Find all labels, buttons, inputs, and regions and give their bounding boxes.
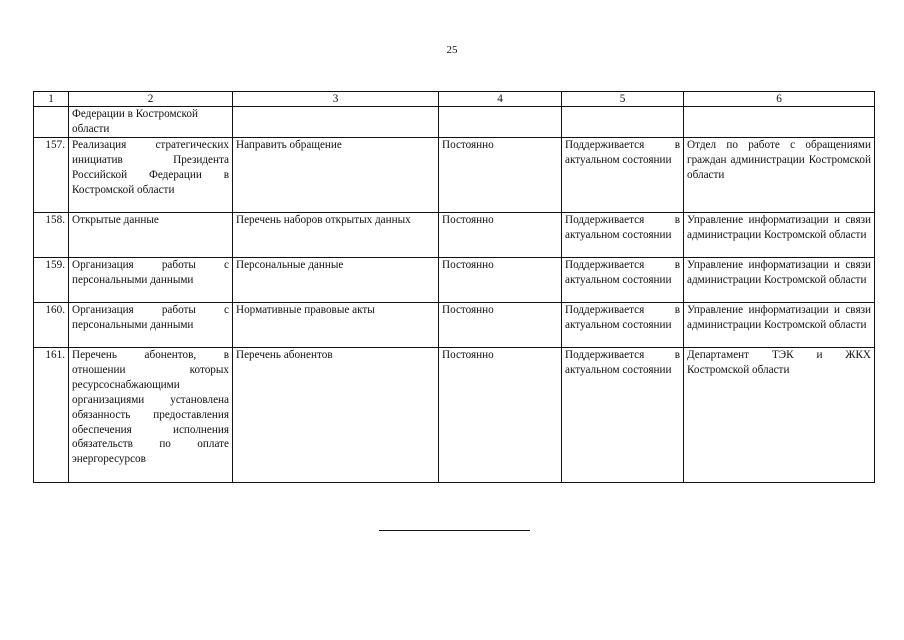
row-name: Реализация стратегических инициатив Президента Российской Федерации в Костромской области — [69, 138, 233, 213]
row-owner: Отдел по работе с обращениями граждан администрации Костромской области — [684, 138, 875, 213]
row-dataset: Нормативные правовые акты — [233, 303, 439, 348]
row-number: 159. — [34, 258, 69, 303]
row-period — [439, 107, 562, 138]
row-state — [562, 107, 684, 138]
row-dataset: Направить обращение — [233, 138, 439, 213]
column-header: 6 — [684, 92, 875, 107]
row-owner: Управление информатизации и связи администрации Костромской области — [684, 258, 875, 303]
row-number: 158. — [34, 213, 69, 258]
table-row — [34, 258, 875, 303]
row-state: Поддерживается в актуальном состоянии — [562, 258, 684, 303]
row-number: 160. — [34, 303, 69, 348]
row-owner — [684, 107, 875, 138]
row-owner: Управление информатизации и связи администрации Костромской области — [684, 303, 875, 348]
column-header: 4 — [439, 92, 562, 107]
row-period: Постоянно — [439, 348, 562, 483]
table-row — [34, 107, 875, 138]
row-name: Организация работы с персональными данными — [69, 258, 233, 303]
row-owner: Департамент ТЭК и ЖКХ Костромской области — [684, 348, 875, 483]
row-owner: Управление информатизации и связи администрации Костромской области — [684, 213, 875, 258]
row-period: Постоянно — [439, 303, 562, 348]
column-header: 5 — [562, 92, 684, 107]
row-name: Организация работы с персональными данными — [69, 303, 233, 348]
column-header: 2 — [69, 92, 233, 107]
page-number: 25 — [446, 44, 458, 56]
table-row — [34, 138, 875, 213]
row-period: Постоянно — [439, 138, 562, 213]
row-number: 157. — [34, 138, 69, 213]
table-row — [34, 303, 875, 348]
table-row — [34, 348, 875, 483]
row-period: Постоянно — [439, 258, 562, 303]
row-dataset — [233, 107, 439, 138]
column-header: 1 — [34, 92, 69, 107]
row-state: Поддерживается в актуальном состоянии — [562, 138, 684, 213]
row-period: Постоянно — [439, 213, 562, 258]
row-dataset: Персональные данные — [233, 258, 439, 303]
end-of-document-rule — [379, 530, 530, 531]
row-name: Открытые данные — [69, 213, 233, 258]
row-name: Перечень абонентов, в отношении которых ресурсоснабжающими организациями установлена обязанность предоставления обеспечения исполнения обязательств по оплате энергоресурсов — [69, 348, 233, 483]
row-name: Федерации в Костромской области — [69, 107, 233, 138]
row-state: Поддерживается в актуальном состоянии — [562, 213, 684, 258]
row-dataset: Перечень наборов открытых данных — [233, 213, 439, 258]
column-header: 3 — [233, 92, 439, 107]
row-number — [34, 107, 69, 138]
row-state: Поддерживается в актуальном состоянии — [562, 303, 684, 348]
row-state: Поддерживается в актуальном состоянии — [562, 348, 684, 483]
row-number: 161. — [34, 348, 69, 483]
row-dataset: Перечень абонентов — [233, 348, 439, 483]
table-row — [34, 213, 875, 258]
registry-table — [33, 91, 875, 483]
table-header-row — [34, 92, 875, 107]
